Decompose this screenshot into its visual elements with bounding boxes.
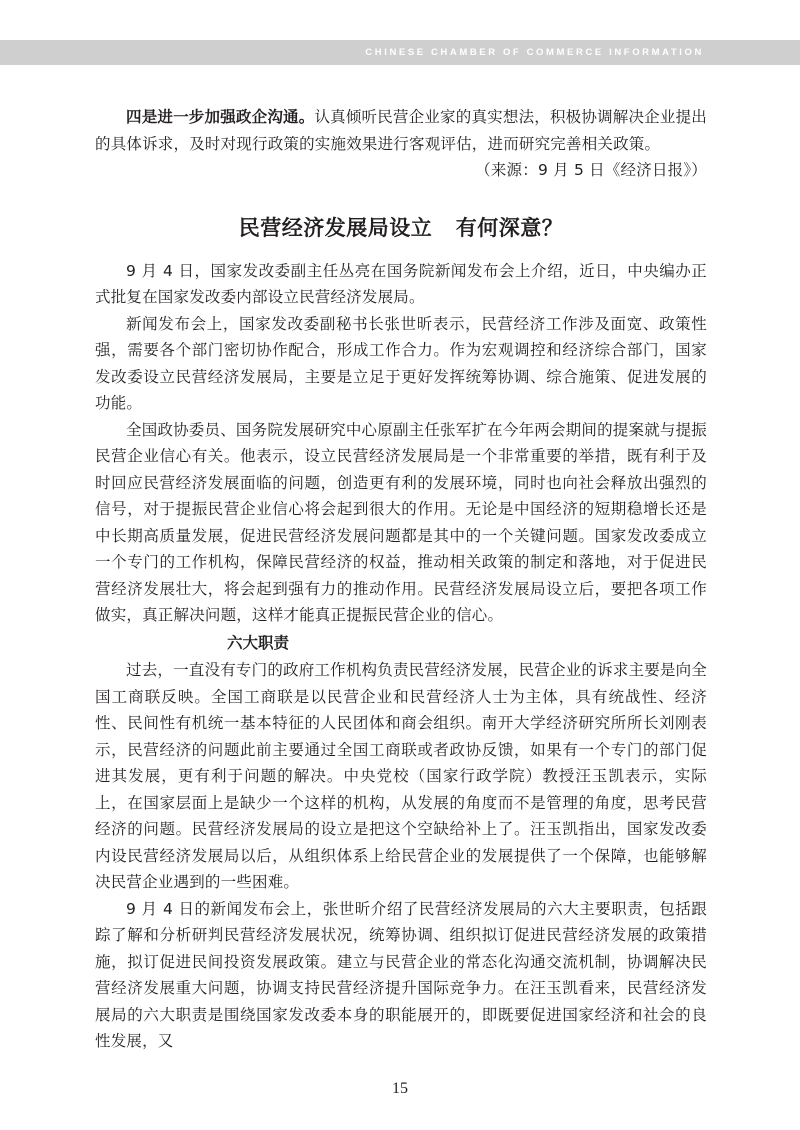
intro-lead: 四是进一步加强政企沟通。 <box>126 108 315 126</box>
paragraph: 新闻发布会上，国家发改委副秘书长张世昕表示，民营经济工作涉及面宽、政策性强，需要各个部门密切协作配合，形成工作合力。作为宏观调控和经济综合部门，国家发改委设立民营经济发展局，主要是立足于更好发挥统筹协调、综合施策、促进发展的功能。 <box>95 314 707 412</box>
article-title: 民营经济发展局设立 有何深意？ <box>238 215 564 240</box>
paragraph: 9 月 4 日，国家发改委副主任丛亮在国务院新闻发布会上介绍，近日，中央编办正式批复在国家发改委内部设立民营经济发展局。 <box>95 261 707 306</box>
page-number: 15 <box>392 1080 408 1097</box>
paragraph: 过去，一直没有专门的政府工作机构负责民营经济发展，民营企业的诉求主要是向全国工商联反映。全国工商联是以民营企业和民营经济人士为主体，具有统战性、经济性、民间性有机统一基本特征的人民团体和商会组织。南开大学经济研究所所长刘刚表示，民营经济的问题此前主要通过全国工商联或者政协反馈，如果有一个专门的部门促进其发展，更有利于问题的解决。中央党校（国家行政学院）教授汪玉凯表示，实际上，在国家层面上是缺少一个这样的机构，从发展的角度而不是管理的角度，思考民营经济的问题。民营经济发展局的设立是把这个空缺给补上了。汪玉凯指出，国家发改委内设民营经济发展局以后，从组织体系上给民营企业的发展提供了一个保障，也能够解决民营企业遇到的一些困难。 <box>95 661 707 891</box>
section-subheading: 六大职责 <box>227 633 290 652</box>
page-content <box>95 104 707 1055</box>
paragraph: 全国政协委员、国务院发展研究中心原副主任张军扩在今年两会期间的提案就与提振民营企业信心有关。他表示，设立民营经济发展局是一个非常重要的举措，既有利于及时回应民营经济发展面临的问题，创造更有利的发展环境，同时也向社会释放出强烈的信号，对于提振民营企业信心将会起到很大的作用。无论是中国经济的短期稳增长还是中长期高质量发展，促进民营经济发展问题都是其中的一个关键问题。国家发改委成立一个专门的工作机构，保障民营经济的权益，推动相关政策的制定和落地，对于促进民营经济发展壮大，将会起到强有力的推动作用。民营经济发展局设立后，要把各项工作做实，真正解决问题，这样才能真正提振民营企业的信心。 <box>95 420 707 624</box>
paragraph: 9 月 4 日的新闻发布会上，张世昕介绍了民营经济发展局的六大主要职责，包括跟踪了解和分析研判民营经济发展状况，统筹协调、组织拟订促进民营经济发展的政策措施，拟订促进民间投资发展政策。建立与民营企业的常态化沟通交流机制，协调解决民营经济发展重大问题，协调支持民营经济提升国际竞争力。在汪玉凯看来，民营经济发展局的六大职责是围绕国家发改委本身的职能展开的，即既要促进国家经济和社会的良性发展，又 <box>95 899 707 1050</box>
intro-paragraph <box>95 104 707 157</box>
publication-header: CHINESE CHAMBER OF COMMERCE INFORMATION <box>365 47 704 58</box>
intro-text: 认真倾听民营企业家的真实想法，积极协调解决企业提出的具体诉求，及时对现行政策的实施效果进行客观评估，进而研究完善相关政策。 <box>95 108 707 153</box>
source-citation: （来源：9 月 5 日《经济日报》） <box>475 161 707 179</box>
